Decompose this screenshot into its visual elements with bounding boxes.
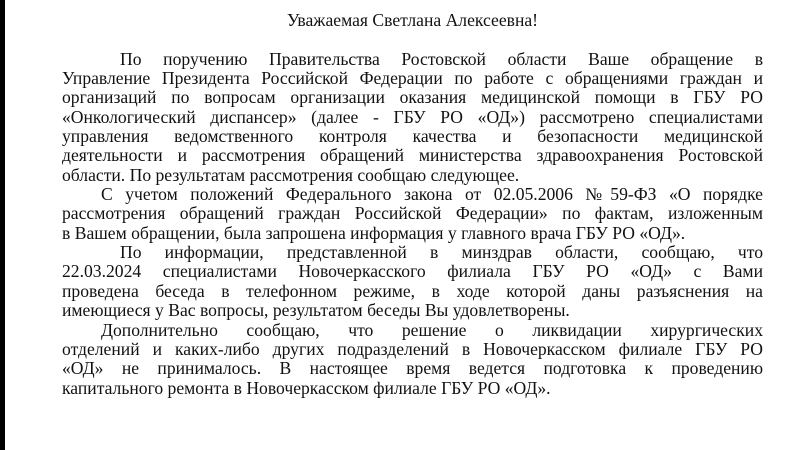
paragraph-2-line-1: С учетом положений Федерального закона от 02.05.2006 №59-ФЗ «О порядке	[101, 184, 763, 204]
left-edge-border	[0, 0, 5, 450]
paragraph-4-line-2: отделений и каких-либо других подразделений в Новочеркасском филиале ГБУ РО	[62, 339, 763, 359]
paragraph-3-line-4: имеющиеся у Вас вопросы, результатом беседы Вы удовлетворены.	[62, 300, 570, 320]
greeting-heading: Уважаемая Светлана Алексеевна!	[286, 10, 539, 30]
paragraph-1-line-4: «Онкологический диспансер» (далее - ГБУ РО «ОД») рассмотрено специалистами	[62, 107, 763, 127]
paragraph-1-line-6: деятельности и рассмотрения обращений министерства здравоохранения Ростовской	[62, 145, 763, 165]
paragraph-1-line-1: По поручению Правительства Ростовской области Ваше обращение в	[120, 49, 763, 69]
paragraph-2-line-3: в Вашем обращении, была запрошена информация у главного врача ГБУ РО «ОД».	[62, 223, 686, 243]
paragraph-3-line-2: 22.03.2024 специалистами Новочеркасского филиала ГБУ РО «ОД» с Вами	[62, 261, 763, 281]
paragraph-1-line-7: области. По результатам рассмотрения сообщаю следующее.	[62, 165, 520, 185]
paragraph-2-line-2: рассмотрения обращений граждан Российской Федерации» по фактам, изложенным	[62, 203, 763, 223]
paragraph-1-line-3: организаций по вопросам организации оказания медицинской помощи в ГБУ РО	[62, 87, 763, 107]
paragraph-3-line-1: По информации, представленной в минздрав области, сообщаю, что	[120, 242, 763, 262]
paragraph-4-line-4: капитального ремонта в Новочеркасском филиале ГБУ РО «ОД».	[62, 378, 551, 398]
paragraph-4-line-3: «ОД» не принималось. В настоящее время ведется подготовка к проведению	[62, 358, 763, 378]
paragraph-4-line-1: Дополнительно сообщаю, что решение о ликвидации хирургических	[101, 320, 763, 340]
paragraph-1-line-5: управления ведомственного контроля качества и безопасности медицинской	[62, 126, 763, 146]
paragraph-1-line-2: Управление Президента Российской Федерации по работе с обращениями граждан и	[62, 68, 763, 88]
paragraph-3-line-3: проведена беседа в телефонном режиме, в ходе которой даны разъяснения на	[62, 281, 763, 301]
